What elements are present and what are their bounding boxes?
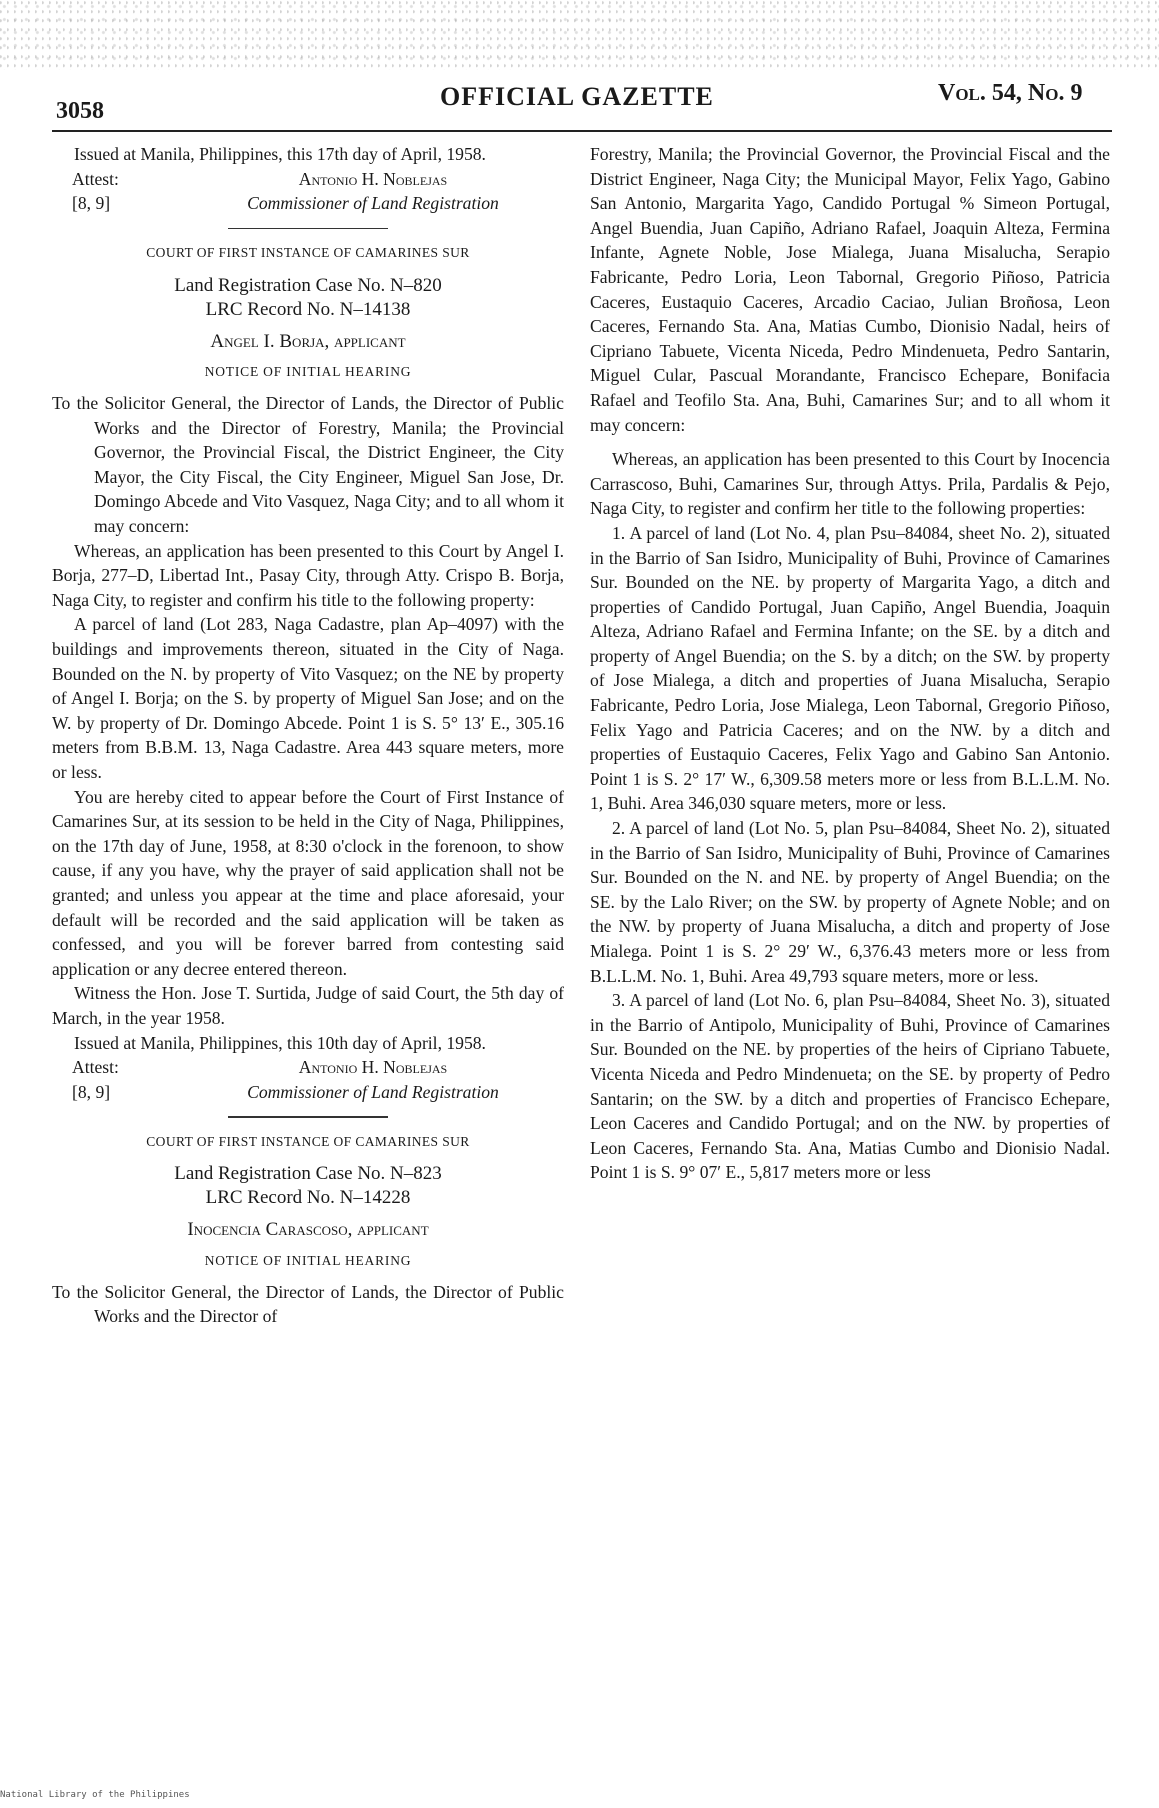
record-number: LRC Record No. N–14138 [205, 298, 411, 320]
issued-paragraph: Issued at Manila, Philippines, this 10th day of April, 1958. [74, 1032, 486, 1053]
section-divider [228, 228, 388, 230]
attest-label: Attest: [72, 1057, 119, 1078]
issued-line: Issued at Manila, Philippines, this 17th day of April, 1958. [74, 144, 486, 164]
case-number: Land Registration Case No. N–823 [174, 1163, 442, 1185]
section-divider [228, 1116, 388, 1118]
volume-number: Vol. 54, No. 9 [938, 80, 1083, 106]
attest-ref: [8, 9] [72, 193, 111, 214]
addressees-continued: Forestry, Manila; the Provincial Governor, the Provincial Fiscal and the District Engineer, Naga City; the Municipal Mayor, Felix Yago, Gabino San Antonio, Margarita Yago, Candido Portugal % Simeon Portugal, Angel Buendia, Juan Capiño, Adriano Rafael, Joaquin Alteza, Fermina Infante, Agnete Noble, Jose Mialega, Juana Misalucha, Serapio Fabricante, Pedro Loria, Leon Tabornal, Gregorio Piñoso, Patricia Caceres, Eustaquio Caceres, Arcadio Caciao, Julian Broñosa, Leon Caceres, Fernando Sta. Ana, Matias Cumbo, Dionisio Nadal, heirs of Cipriano Tabuete, Vicenta Niceda, Pedro Mindenueta, Pedro Santarin, Miguel Cular, Pascual Morandante, Francisco Echepare, Bonifacia Rafael and Teofilo Sta. Ana, Buhi, Camarines Sur; and to all whom it may concern: [590, 144, 1110, 435]
record-number: LRC Record No. N–14228 [205, 1187, 411, 1209]
commissioner-name: Antonio H. Noblejas [298, 1057, 448, 1078]
whereas-paragraph: Whereas, an application has been presented to this Court by Inocencia Carrascoso, Buhi, Camarines Sur, through Attys. Prila, Pardalis & Pejo, Naga City, to register and confirm her title to the following properties: [590, 449, 1110, 519]
parcel-2-paragraph: 2. A parcel of land (Lot No. 5, plan Psu–84084, Sheet No. 2), situated in the Barrio of San Isidro, Municipality of Buhi, Province of Camarines Sur. Bounded on the N. and NE. by property of Angel Buendia; on the SE. by the Lalo River; on the SW. by property of Agnete Noble; and on the NW. by property of Juana Misalucha, a ditch and property of Jose Mialega. Point 1 is S. 2° 29′ W., 6,376.43 meters more or less from B.L.L.M. No. 1, Buhi. Area 49,793 square meters, more or less. [590, 818, 1110, 986]
addressees-paragraph: To the Solicitor General, the Director of Lands, the Director of Public Works and the Director of [52, 1281, 564, 1327]
applicant-name: Angel I. Borja, applicant [210, 330, 406, 352]
commissioner-name: Antonio H. Noblejas [298, 168, 448, 189]
right-column [590, 142, 1110, 1185]
scan-noise [0, 0, 1159, 70]
commissioner-title: Commissioner of Land Registration [247, 193, 499, 214]
attest-label: Attest: [72, 168, 119, 189]
gazette-title: OFFICIAL GAZETTE [440, 82, 714, 111]
parcel-1-paragraph: 1. A parcel of land (Lot No. 4, plan Psu–84084, sheet No. 2), situated in the Barrio of San Isidro, Municipality of Buhi, Province of Camarines Sur. Bounded on the NE. by property of Margarita Yago, a ditch and properties of Candido Portugal, Juan Capiño, Angel Buendia, Joaquin Alteza, Adriano Rafael and Fermina Infante; on the SE. by a ditch and property of Angel Buendia; on the S. by a ditch; on the SW. by property of Jose Mialega, a ditch and properties of Juana Misalucha, Serapio Fabricante, Pedro Loria, Jose Mialega, Leon Tabornal, Gregorio Piñoso, Felix Yago and Patricia Caceres; and on the NW. by a ditch and properties of Eustaquio Caceres, Felix Yago and Gabino San Antonio. Point 1 is S. 2° 17′ W., 6,309.58 meters more or less from B.L.L.M. No. 1, Buhi. Area 346,030 square meters, more or less. [590, 522, 1110, 814]
page-number: 3058 [56, 98, 104, 124]
page-header [0, 70, 1159, 130]
case-number: Land Registration Case No. N–820 [174, 274, 442, 296]
parcel-paragraph: A parcel of land (Lot 283, Naga Cadastre, plan Ap–4097) with the buildings and improvements thereon, situated in the City of Naga. Bounded on the N. by property of Vito Vasquez; on the NE by property of Angel I. Borja; on the S. by property of Miguel San Jose; and on the W. by property of Dr. Domingo Abcede. Point 1 is S. 5° 13′ E., 305.16 meters from B.B.M. 13, Naga Cadastre. Area 443 square meters, more or less. [52, 614, 564, 782]
commissioner-title: Commissioner of Land Registration [247, 1081, 499, 1102]
attest-block [72, 1055, 564, 1104]
left-column [52, 142, 564, 1329]
witness-paragraph: Witness the Hon. Jose T. Surtida, Judge of said Court, the 5th day of March, in the year 1958. [52, 983, 564, 1028]
parcel-3-paragraph: 3. A parcel of land (Lot No. 6, plan Psu–84084, Sheet No. 3), situated in the Barrio of Antipolo, Municipality of Buhi, Province of Camarines Sur. Bounded on the NE. by properties of the heirs of Cipriano Tabuete, Vicenta Niceda and Pedro Mindenueta; on the SE. by property of Pedro Santarin; on the SW. by a ditch and properties of Francisco Echepare, Leon Caceres and Candido Portugal; and on the NW. by properties of Leon Caceres, Fernando Sta. Ana, Matias Cumbo and Dionisio Nadal. Point 1 is S. 9° 07′ E., 5,817 meters more or less [590, 990, 1110, 1183]
cited-paragraph: You are hereby cited to appear before the Court of First Instance of Camarines Sur, at its session to be held in the City of Naga, Philippines, on the 17th day of June, 1958, at 8:30 o'clock in the forenoon, to show cause, if any you have, why the prayer of said application shall not be granted; and unless you appear at the time and place aforesaid, your default will be recorded and the said application will be taken as confessed, and you will be forever barred from contesting said application or any decree entered thereon. [52, 786, 564, 979]
court-heading: COURT OF FIRST INSTANCE OF CAMARINES SUR [146, 1133, 470, 1149]
attest-ref: [8, 9] [72, 1081, 111, 1102]
notice-heading: NOTICE OF INITIAL HEARING [204, 364, 412, 380]
applicant-name: Inocencia Carascoso, applicant [187, 1219, 429, 1241]
whereas-paragraph: Whereas, an application has been presented to this Court by Angel I. Borja, 277–D, Libertad Int., Pasay City, through Atty. Crispo B. Borja, Naga City, to register and confirm his title to the following property: [52, 540, 564, 610]
court-heading: COURT OF FIRST INSTANCE OF CAMARINES SUR [146, 245, 470, 261]
attest-block [72, 167, 564, 216]
header-rule [52, 130, 1112, 132]
addressees-paragraph: To the Solicitor General, the Director of Lands, the Director of Public Works and the Director of Forestry, Manila; the Provincial Governor, the Provincial Fiscal, the District Engineer, the City Mayor, the City Fiscal, the City Engineer, Miguel San Jose, Dr. Domingo Abcede and Vito Vasquez, Naga City; and to all whom it may concern: [52, 393, 564, 537]
scan-footer: National Library of the Philippines [0, 1790, 190, 1800]
notice-heading: NOTICE OF INITIAL HEARING [204, 1252, 412, 1268]
